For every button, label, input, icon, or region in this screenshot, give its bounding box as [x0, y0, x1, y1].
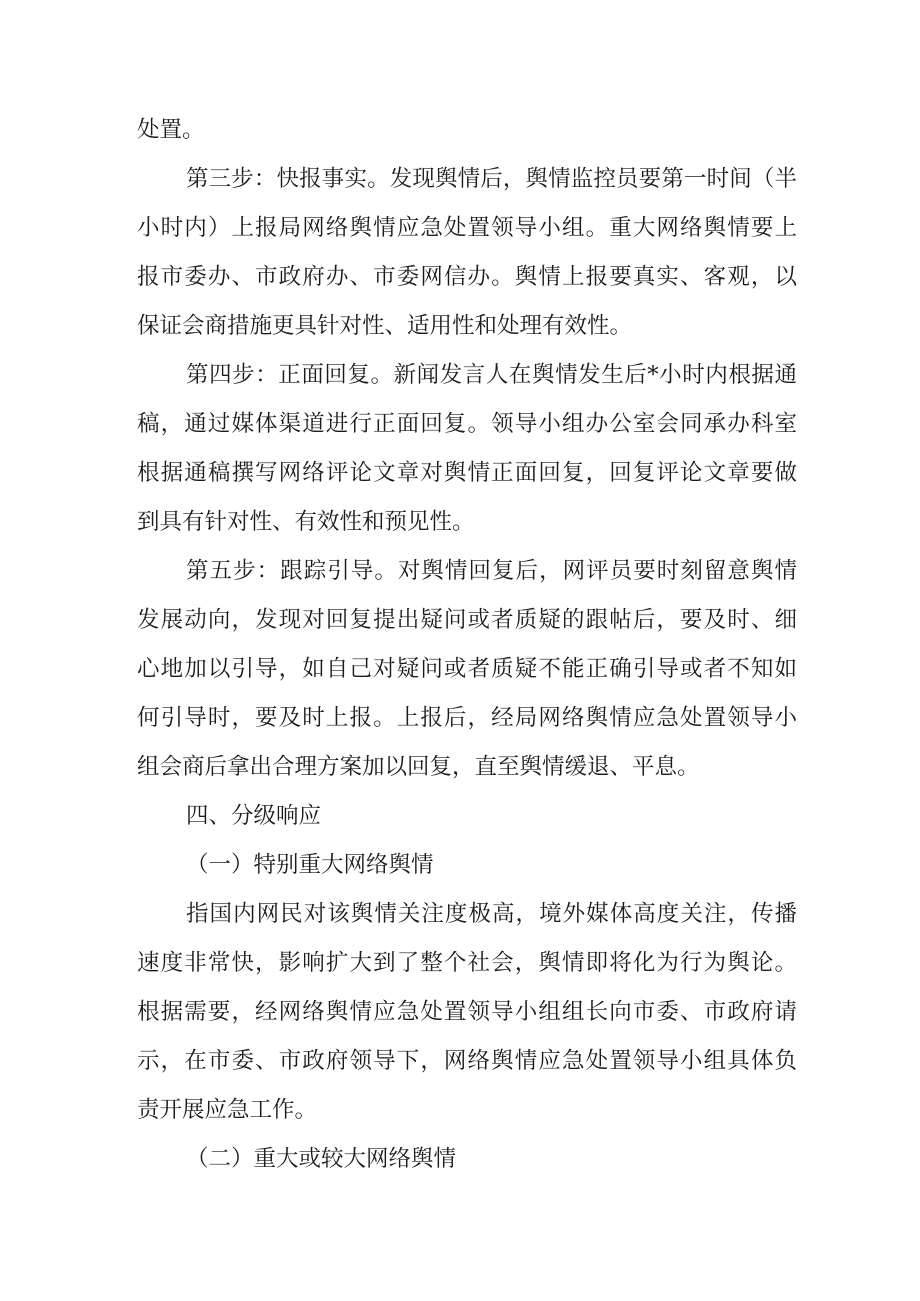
text-line-10: 第五步：跟踪引导。对舆情回复后，网评员要时刻留意舆情	[186, 558, 797, 584]
subsection-heading-2: （二）重大或较大网络舆情	[186, 1146, 457, 1172]
text-line-8: 根据通稿撰写网络评论文章对舆情正面回复，回复评论文章要做	[137, 460, 797, 486]
section-heading: 四、分级响应	[186, 803, 322, 829]
text-line-20: 示，在市委、市政府领导下，网络舆情应急处置领导小组具体负	[137, 1048, 797, 1074]
text-line-21: 责开展应急工作。	[137, 1097, 318, 1123]
text-line-6: 第四步：正面回复。新闻发言人在舆情发生后*小时内根据通	[186, 362, 797, 388]
text-line-2: 第三步：快报事实。发现舆情后，舆情监控员要第一时间（半	[186, 166, 797, 192]
text-line-11: 发展动向，发现对回复提出疑问或者质疑的跟帖后，要及时、细	[137, 607, 797, 633]
text-line-3: 小时内）上报局网络舆情应急处置领导小组。重大网络舆情要上	[137, 215, 797, 241]
text-line-19: 根据需要，经网络舆情应急处置领导小组组长向市委、市政府请	[137, 999, 797, 1025]
subsection-heading-1: （一）特别重大网络舆情	[186, 852, 434, 878]
text-line-13: 何引导时，要及时上报。上报后，经局网络舆情应急处置领导小	[137, 705, 797, 731]
text-line-5: 保证会商措施更具针对性、适用性和处理有效性。	[137, 313, 633, 339]
text-line-4: 报市委办、市政府办、市委网信办。舆情上报要真实、客观，以	[137, 264, 797, 290]
text-line-17: 指国内网民对该舆情关注度极高，境外媒体高度关注，传播	[186, 901, 797, 927]
text-line-7: 稿，通过媒体渠道进行正面回复。领导小组办公室会同承办科室	[137, 411, 797, 437]
text-line-12: 心地加以引导，如自己对疑问或者质疑不能正确引导或者不知如	[137, 656, 797, 682]
text-line-1: 处置。	[137, 117, 205, 143]
text-line-18: 速度非常快，影响扩大到了整个社会，舆情即将化为行为舆论。	[137, 950, 797, 976]
text-line-14: 组会商后拿出合理方案加以回复，直至舆情缓退、平息。	[137, 754, 700, 780]
text-line-9: 到具有针对性、有效性和预见性。	[137, 509, 475, 535]
